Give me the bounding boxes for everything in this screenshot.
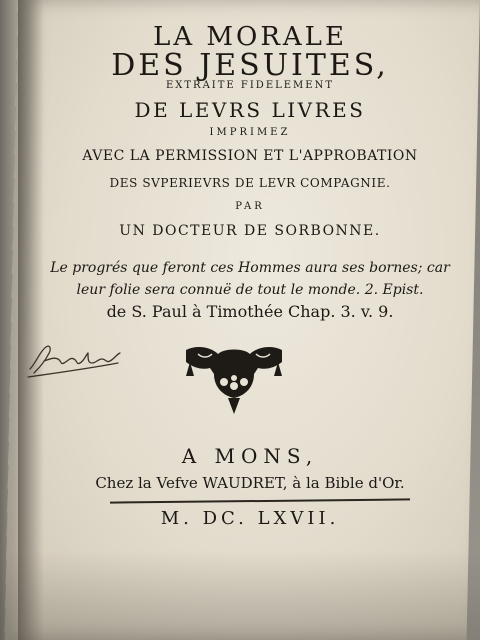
epigraph-line-1: Le progrés que feront ces Hommes aura ses bornes; car: [50, 260, 450, 276]
imprint-place: A MONS,: [181, 444, 319, 468]
title-line-4: DE LEVRS LIVRES: [134, 98, 366, 122]
title-line-1: LA MORALE: [153, 22, 347, 52]
imprint-rule: [110, 498, 410, 503]
title-line-5: IMPRIMEZ: [209, 127, 291, 138]
epigraph-line-3: de S. Paul à Timothée Chap. 3. v. 9.: [106, 302, 394, 321]
title-line-7: DES SVPERIEVRS DE LEVR COMPAGNIE.: [109, 176, 391, 190]
title-line-3: EXTRAITE FIDELEMENT: [165, 80, 335, 91]
author-line: UN DOCTEUR DE SORBONNE.: [119, 223, 381, 239]
title-line-8: PAR: [235, 201, 265, 212]
handwritten-signature: [26, 333, 126, 383]
imprint-date: M. DC. LXVII.: [160, 508, 340, 529]
imprint-printer: Chez la Vefve WAUDRET, à la Bible d'Or.: [95, 474, 405, 492]
title-line-6: AVEC LA PERMISSION ET L'APPROBATION: [82, 148, 418, 164]
printers-ornament: [178, 342, 290, 418]
epigraph-line-2: leur folie sera connuë de tout le monde. 2. Epist.: [76, 282, 424, 298]
title-line-2: DES JESUITES,: [111, 48, 389, 83]
